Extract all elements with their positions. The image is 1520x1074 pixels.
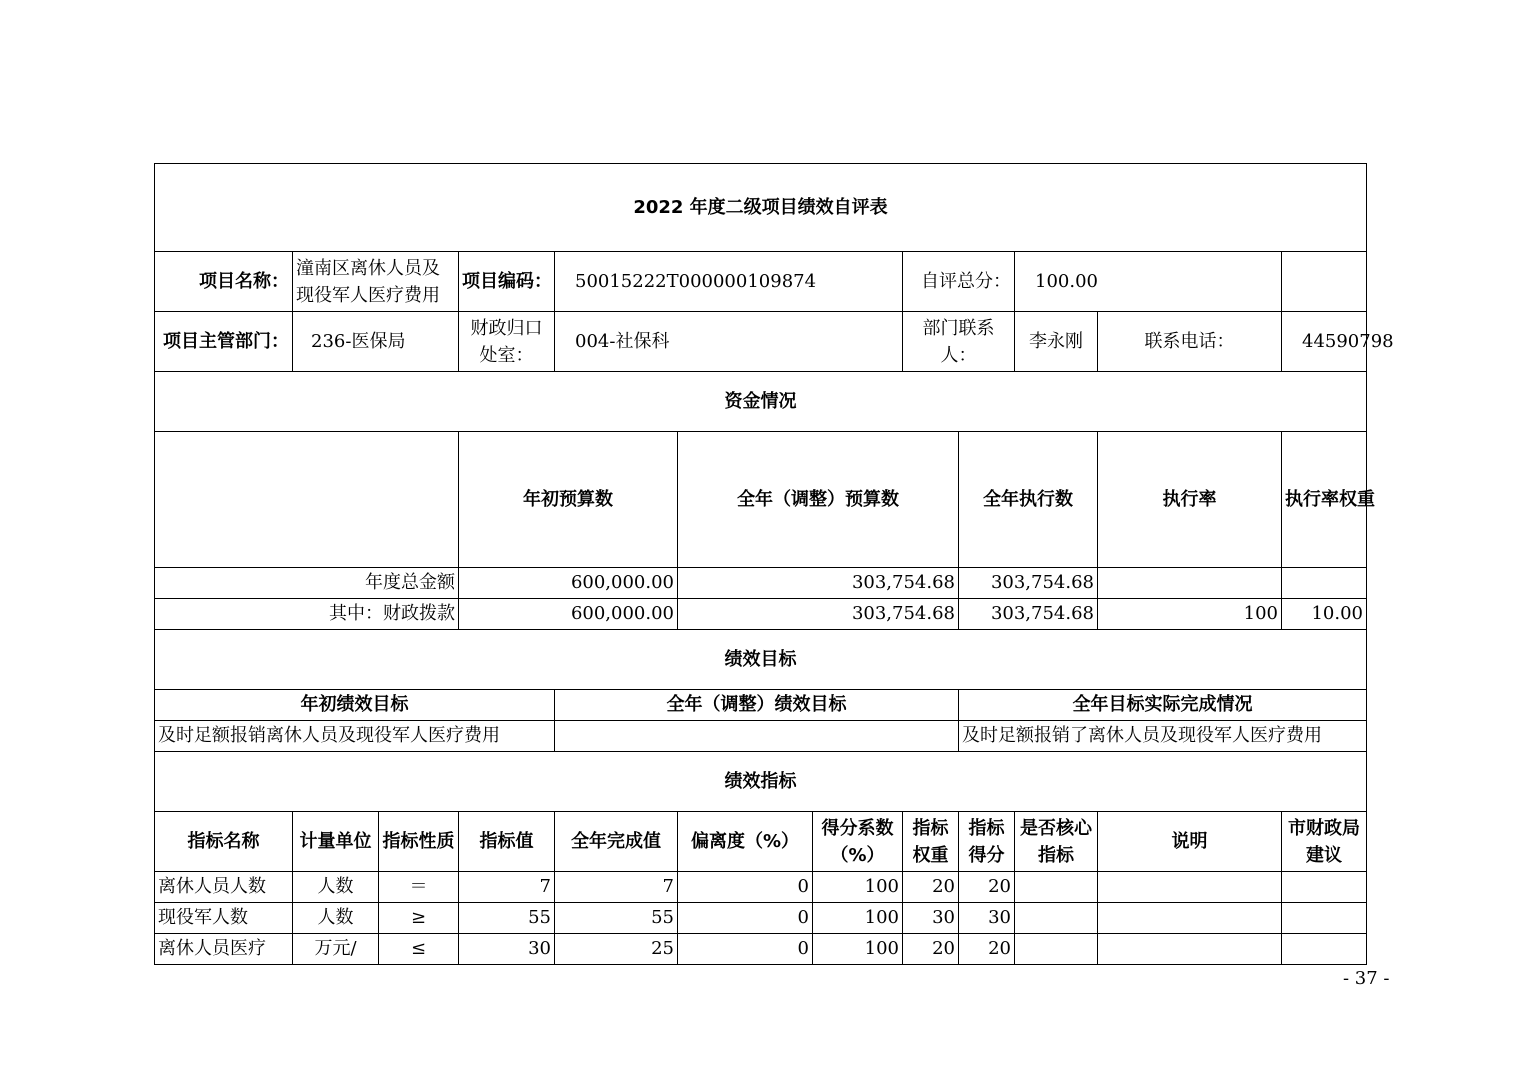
finance-label: 财政归口处室：: [459, 312, 555, 372]
table-row: [155, 872, 1367, 903]
funds-header-cell: 全年执行数: [959, 432, 1098, 568]
indicator-actual: 55: [555, 903, 678, 934]
funds-cell: 303,754.68: [678, 599, 959, 630]
funds-header-cell: 年初预算数: [459, 432, 678, 568]
goals-header-cell: 全年（调整）绩效目标: [555, 690, 959, 721]
phone-value: 44590798: [1282, 312, 1367, 372]
funds-cell: 600,000.00: [459, 599, 678, 630]
indicator-type: ≤: [379, 934, 459, 965]
indicator-deviation: 0: [678, 934, 813, 965]
funds-cell: 100: [1098, 599, 1282, 630]
indicator-unit: 万元/: [293, 934, 379, 965]
funds-row-label: 年度总金额: [155, 568, 459, 599]
goals-section-title: 绩效目标: [155, 630, 1367, 690]
project-name-label: 项目名称：: [155, 252, 293, 312]
project-code-value: 50015222T000000109874: [555, 252, 903, 312]
indicator-header-cell: 指标性质: [379, 812, 459, 872]
goals-header-cell: 年初绩效目标: [155, 690, 555, 721]
indicator-score: 30: [959, 903, 1015, 934]
finance-value: 004-社保科: [555, 312, 903, 372]
indicator-header-cell: 计量单位: [293, 812, 379, 872]
table-row: [155, 934, 1367, 965]
goal-initial: 及时足额报销离休人员及现役军人医疗费用: [155, 721, 555, 752]
goals-header-cell: 全年目标实际完成情况: [959, 690, 1367, 721]
indicator-advice: [1282, 872, 1367, 903]
indicator-note: [1098, 934, 1282, 965]
self-score-value: 100.00: [1015, 252, 1282, 312]
contact-value: 李永刚: [1015, 312, 1098, 372]
dept-label: 项目主管部门：: [155, 312, 293, 372]
indicator-core: [1015, 903, 1098, 934]
indicator-advice: [1282, 934, 1367, 965]
goal-adjusted: [555, 721, 959, 752]
indicator-header-cell: 说明: [1098, 812, 1282, 872]
indicator-header-cell: 指标名称: [155, 812, 293, 872]
performance-table: [154, 163, 1394, 965]
contact-label: 部门联系人：: [903, 312, 1015, 372]
funds-cell: 10.00: [1282, 599, 1367, 630]
indicators-section-title: 绩效指标: [155, 752, 1367, 812]
funds-cell: 303,754.68: [678, 568, 959, 599]
table-row: [155, 599, 1367, 630]
indicator-score: 20: [959, 934, 1015, 965]
empty-cell: [1282, 252, 1367, 312]
indicator-coefficient: 100: [813, 903, 903, 934]
table-row: [155, 568, 1367, 599]
funds-header-cell: 执行率权重: [1282, 432, 1367, 568]
indicator-score: 20: [959, 872, 1015, 903]
indicator-weight: 20: [903, 934, 959, 965]
indicator-coefficient: 100: [813, 934, 903, 965]
indicator-note: [1098, 872, 1282, 903]
indicator-core: [1015, 934, 1098, 965]
phone-label: 联系电话：: [1098, 312, 1282, 372]
indicator-name: 离休人员人数: [155, 872, 293, 903]
self-score-label: 自评总分：: [903, 252, 1015, 312]
funds-cell: 303,754.68: [959, 599, 1098, 630]
indicator-core: [1015, 872, 1098, 903]
indicator-coefficient: 100: [813, 872, 903, 903]
indicator-target: 7: [459, 872, 555, 903]
indicator-header-cell: 市财政局建议: [1282, 812, 1367, 872]
funds-header-cell: 全年（调整）预算数: [678, 432, 959, 568]
funds-header-cell: 执行率: [1098, 432, 1282, 568]
funds-cell: [1098, 568, 1282, 599]
indicator-header-cell: 指标权重: [903, 812, 959, 872]
indicator-deviation: 0: [678, 903, 813, 934]
table-row: [155, 903, 1367, 934]
indicator-unit: 人数: [293, 872, 379, 903]
indicator-header-cell: 得分系数（%）: [813, 812, 903, 872]
funds-cell: 600,000.00: [459, 568, 678, 599]
funds-cell: 303,754.68: [959, 568, 1098, 599]
indicator-note: [1098, 903, 1282, 934]
indicator-header-cell: 是否核心指标: [1015, 812, 1098, 872]
indicator-header-cell: 指标得分: [959, 812, 1015, 872]
indicator-deviation: 0: [678, 872, 813, 903]
funds-row-label: 其中：财政拨款: [155, 599, 459, 630]
indicator-header-cell: 指标值: [459, 812, 555, 872]
project-code-label: 项目编码：: [459, 252, 555, 312]
indicator-name: 离休人员医疗: [155, 934, 293, 965]
indicator-target: 55: [459, 903, 555, 934]
indicator-header-cell: 偏离度（%）: [678, 812, 813, 872]
dept-value: 236-医保局: [293, 312, 459, 372]
indicator-target: 30: [459, 934, 555, 965]
project-name-value: 潼南区离休人员及现役军人医疗费用: [293, 252, 459, 312]
funds-header-blank: [155, 432, 459, 568]
indicator-unit: 人数: [293, 903, 379, 934]
indicator-name: 现役军人数: [155, 903, 293, 934]
indicator-type: ≥: [379, 903, 459, 934]
indicator-actual: 7: [555, 872, 678, 903]
page-number: - 37 -: [1343, 968, 1390, 989]
funds-cell: [1282, 568, 1367, 599]
funds-section-title: 资金情况: [155, 372, 1367, 432]
indicator-weight: 20: [903, 872, 959, 903]
page-title: 2022 年度二级项目绩效自评表: [155, 164, 1367, 252]
indicator-type: ＝: [379, 872, 459, 903]
goal-actual: 及时足额报销了离休人员及现役军人医疗费用: [959, 721, 1367, 752]
indicator-weight: 30: [903, 903, 959, 934]
table-row: [155, 721, 1367, 752]
indicator-advice: [1282, 903, 1367, 934]
indicator-actual: 25: [555, 934, 678, 965]
indicator-header-cell: 全年完成值: [555, 812, 678, 872]
